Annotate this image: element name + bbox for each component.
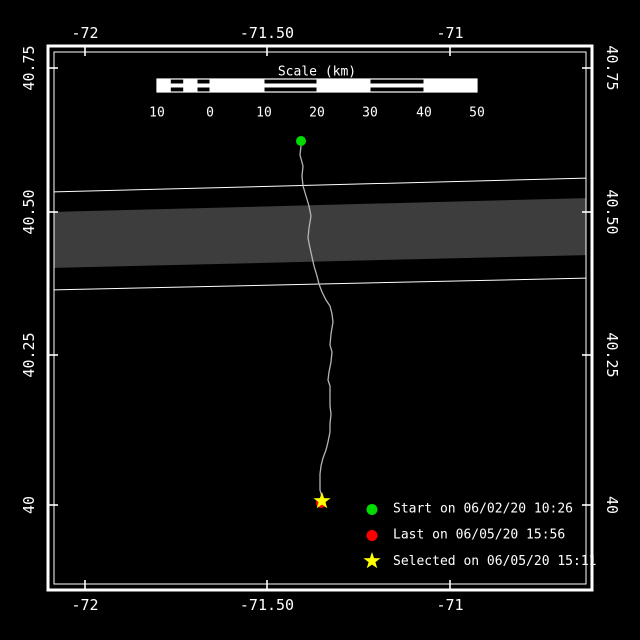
lon-label-bottom-72: -72 xyxy=(71,596,99,614)
scale-tick-50: 50 xyxy=(469,105,485,121)
start-position-marker[interactable] xyxy=(296,136,306,146)
lat-label-right-4025: 40.25 xyxy=(603,332,621,378)
legend-start-label: Start on 06/02/20 10:26 xyxy=(393,501,574,517)
drifter-track[interactable] xyxy=(300,146,333,497)
scale-tick-10l: 10 xyxy=(149,105,165,121)
scale-tick-0: 0 xyxy=(206,105,214,121)
lon-label-bottom-7150: -71.50 xyxy=(239,596,295,614)
last-dot-icon xyxy=(362,528,382,542)
scale-tick-40: 40 xyxy=(416,105,432,121)
lon-label-top-7150: -71.50 xyxy=(239,24,295,42)
scale-tick-20: 20 xyxy=(309,105,325,121)
lat-label-right-4075: 40.75 xyxy=(603,45,621,91)
scale-tick-30: 30 xyxy=(362,105,378,121)
selected-star-icon xyxy=(362,551,382,571)
start-dot-icon xyxy=(362,502,382,516)
lat-label-left-4025: 40.25 xyxy=(20,332,38,378)
legend-item-start xyxy=(362,502,573,517)
lon-label-bottom-71: -71 xyxy=(436,596,464,614)
scale-bar xyxy=(157,79,477,92)
legend-selected-label: Selected on 06/05/20 15:11 xyxy=(393,553,597,569)
swath-band xyxy=(50,198,592,268)
lat-label-left-4075: 40.75 xyxy=(20,45,38,91)
lat-label-left-40: 40 xyxy=(20,495,38,515)
swath-edge-line-top xyxy=(50,178,592,192)
scale-bar-title: Scale (km) xyxy=(277,64,357,80)
legend-last-label: Last on 06/05/20 15:56 xyxy=(393,527,566,543)
lat-label-left-4050: 40.50 xyxy=(20,189,38,235)
lat-label-right-40: 40 xyxy=(603,495,621,515)
scale-tick-10: 10 xyxy=(256,105,272,121)
legend-item-last xyxy=(362,528,565,543)
lon-label-top-72: -72 xyxy=(71,24,99,42)
lat-label-right-4050: 40.50 xyxy=(603,189,621,235)
lon-label-top-71: -71 xyxy=(436,24,464,42)
legend-item-selected xyxy=(362,551,597,571)
